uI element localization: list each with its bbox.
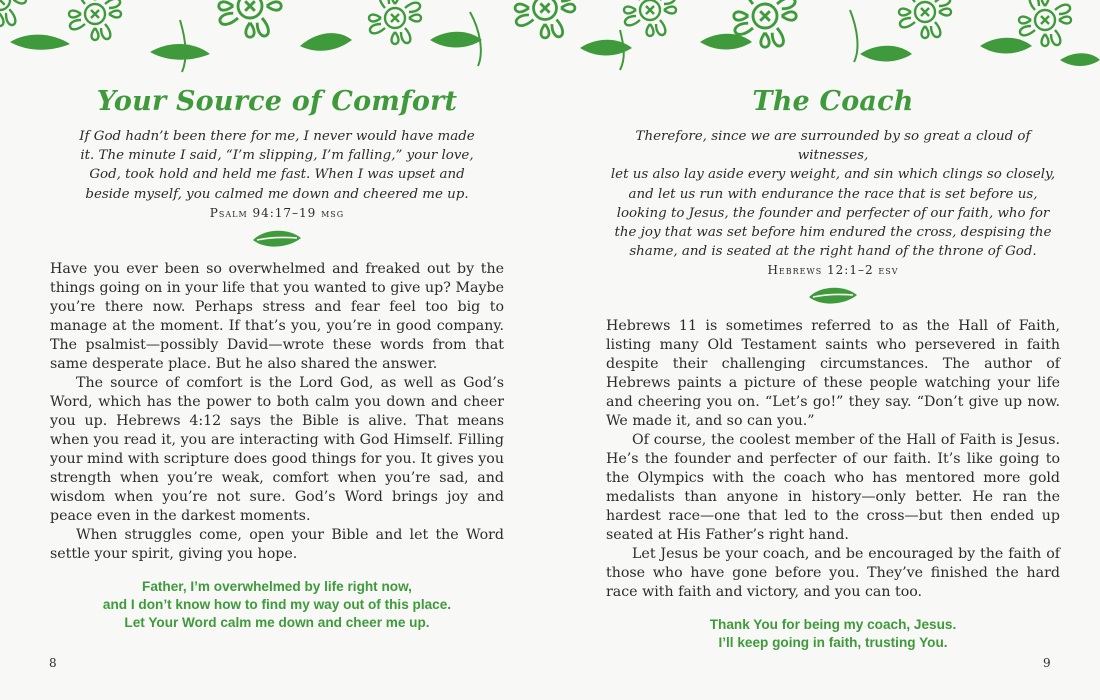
verse-line: let us also lay aside every weight, and sin which clings so closely,	[610, 167, 1056, 183]
body-paragraph: Of course, the coolest member of the Hall of Faith is Jesus. He’s the founder and perfecter of our faith. It’s like going to the Olympics with the coach who has mentored more gold medalists than anyone in history—only better. He ran the hardest race—one that led to the cross—but then ended up seated at His Father’s right hand.	[606, 432, 1060, 544]
page-title: The Coach	[752, 86, 914, 117]
body-paragraph: Have you ever been so overwhelmed and freaked out by the things going on in your life that you wanted to give up? Maybe you’re there now. Perhaps stress and fear feel too big to manage at the moment. If that’s you, you’re in good company. The psalmist—possibly David—wrote these words from that same desperate place. But he also shared the answer.	[50, 260, 504, 372]
devotional-body	[606, 317, 1060, 602]
verse-line: beside myself, you calmed me down and cheered me up.	[85, 186, 469, 202]
body-paragraph: When struggles come, open your Bible and let the Word settle your spirit, giving you hope.	[50, 526, 504, 562]
body-paragraph: Hebrews 11 is sometimes referred to as the Hall of Faith, listing many Old Testament saints who persevered in faith despite their challenging circumstances. The author of Hebrews paints a picture of these people watching your life and cheering you on. “Let’s go!” they say. “Don’t give up now. We made it, and so can you.”	[606, 318, 1060, 430]
devotional-body	[50, 260, 504, 564]
left-page	[50, 86, 504, 632]
prayer	[50, 578, 504, 632]
prayer-line: I’ll keep going in faith, trusting You.	[718, 635, 948, 651]
verse-line: it. The minute I said, “I’m slipping, I’m falling,” your love,	[80, 148, 474, 164]
leaf-icon	[251, 228, 303, 250]
leaf-icon	[807, 285, 859, 307]
scripture-verse	[600, 127, 1066, 261]
floral-banner	[0, 0, 1100, 82]
page-number: 8	[49, 656, 57, 670]
body-paragraph: Let Jesus be your coach, and be encouraged by the faith of those who have gone before you. They’ve finished the hard race with faith and victory, and you can too.	[606, 546, 1060, 601]
verse-line: looking to Jesus, the founder and perfecter of our faith, who for	[616, 205, 1050, 221]
verse-line: If God hadn’t been there for me, I never would have made	[79, 129, 475, 144]
verse-reference: Hebrews 12:1–2 esv	[767, 263, 899, 278]
prayer-line: Let Your Word calm me down and cheer me up.	[124, 614, 430, 630]
verse-line: the joy that was set before him endured the cross, despising the	[614, 225, 1052, 241]
page-number: 9	[1043, 656, 1051, 670]
prayer	[606, 616, 1060, 652]
prayer-line: Thank You for being my coach, Jesus.	[709, 617, 957, 633]
verse-line: God, took hold and held me fast. When I was upset and	[89, 167, 465, 183]
verse-line: shame, and is seated at the right hand of the throne of God.	[629, 244, 1037, 260]
verse-line: and let us run with endurance the race that is set before us,	[628, 186, 1038, 202]
page-title: Your Source of Comfort	[96, 86, 458, 117]
right-page	[606, 86, 1060, 652]
body-paragraph: The source of comfort is the Lord God, as well as God’s Word, which has the power to both calm you down and cheer you up. Hebrews 4:12 says the Bible is alive. That means when you read it, you are interacting with God Himself. Filling your mind with scripture does good things for you. It gives you strength when you’re weak, comfort when you’re sad, and wisdom when you’re not sure. God’s Word brings joy and peace even in the darkest moments.	[50, 374, 504, 524]
verse-reference: Psalm 94:17–19 msg	[209, 205, 345, 220]
verse-line: Therefore, since we are surrounded by so great a cloud of witnesses,	[635, 129, 1031, 164]
prayer-line: Father, I’m overwhelmed by life right now,	[142, 578, 412, 594]
prayer-line: and I don’t know how to find my way out of this place.	[102, 596, 452, 612]
scripture-verse	[60, 127, 494, 204]
